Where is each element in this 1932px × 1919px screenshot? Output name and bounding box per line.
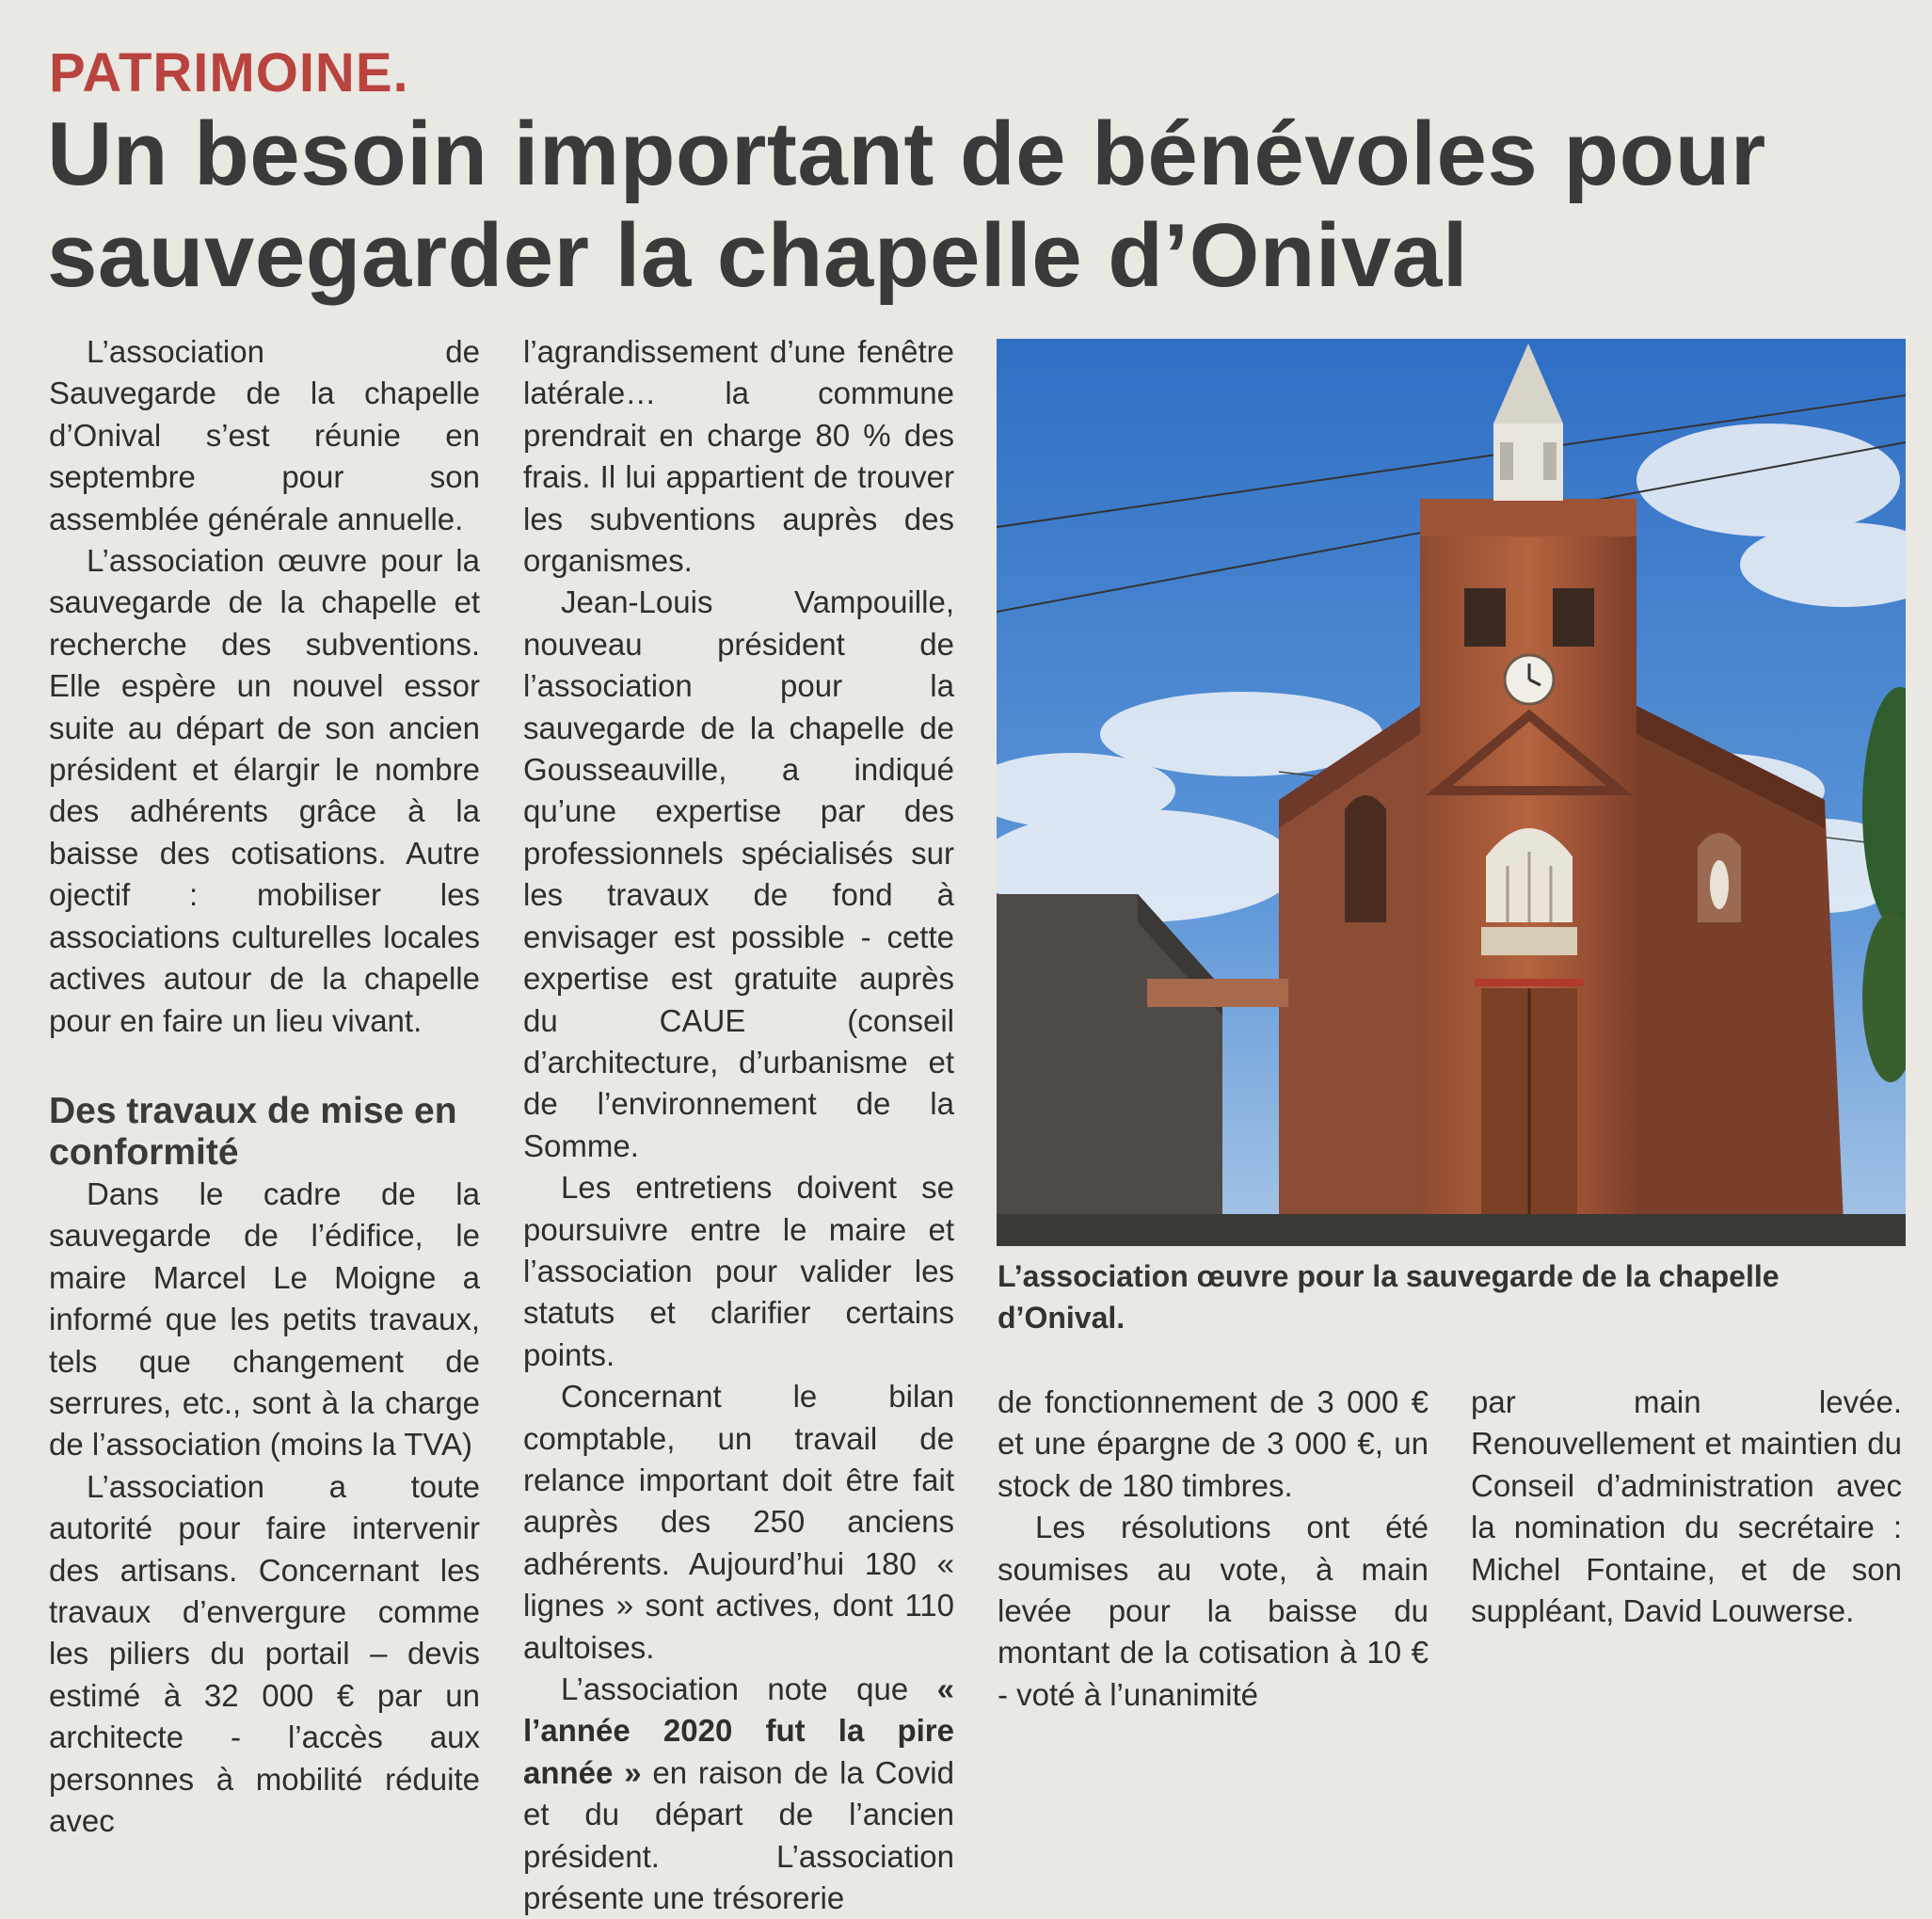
paragraph: L’association de Sauvegarde de la chapelle d’Onival s’est réunie en septembre pour son assemblée générale annuelle.: [49, 334, 480, 536]
chapel-illustration: [997, 339, 1906, 1246]
paragraph: Dans le cadre de la sauvegarde de l’édifice, le maire Marcel Le Moigne a informé que les petits travaux, tels que changement de serrures, etc., sont à la charge de l’association (moins la TVA): [49, 1175, 480, 1463]
text-run: L’association note que: [561, 1671, 937, 1706]
article-column-3: [998, 1382, 1429, 1716]
chapel-photo: [997, 339, 1906, 1246]
photo-caption: L’association œuvre pour la sauvegarde de la chapelle d’Onival.: [998, 1259, 1780, 1335]
paragraph: [523, 1669, 954, 1919]
article-column-1: [49, 331, 480, 1842]
paragraph: L’association œuvre pour la sauvegarde de la chapelle et recherche des subventions. Elle espère un nouvel essor suite au départ de son ancien président et élargir le nombre des adhérents grâce à la baisse des cotisations. Autre ojectif : mobiliser les associations culturelles locales actives autour de la chapelle pour en faire un lieu vivant.: [49, 543, 480, 1038]
paragraph: Concernant le bilan comptable, un travail de relance important doit être fait auprès des 250 anciens adhérents. Aujourd’hui 180 « lignes » sont actives, dont 110 aultoises.: [523, 1379, 954, 1665]
paragraph: de fonctionnement de 3 000 € et une épargne de 3 000 €, un stock de 180 timbres.: [998, 1384, 1429, 1503]
article-headline: Un besoin important de bénévoles pour sauvegarder la chapelle d’Onival: [47, 104, 1766, 306]
paragraph: l’agrandissement d’une fenêtre latérale… la commune prendrait en charge 80 % des frais. Il lui appartient de trouver les subventions auprès des organismes.: [523, 334, 954, 579]
section-kicker: PATRIMOINE.: [49, 42, 409, 104]
paragraph: Jean-Louis Vampouille, nouveau président de l’association pour la sauvegarde de la chapelle de Gousseauville, a indiqué qu’une expertise par des professionnels spécialisés sur les travaux de fond à envisager est possible - cette expertise est gratuite auprès du CAUE (conseil d’architecture, d’urbanisme et de l’environnement de la Somme.: [523, 584, 954, 1163]
paragraph: Les résolutions ont été soumises au vote, à main levée pour la baisse du montant de la cotisation à 10 € - voté à l’unanimité: [998, 1510, 1429, 1712]
paragraph: Les entretiens doivent se poursuivre entre le maire et l’association pour valider les statuts et clarifier certains points.: [523, 1170, 954, 1372]
paragraph: par main levée. Renouvellement et maintien du Conseil d’administration avec la nomination du secrétaire : Michel Fontaine, et de son suppléant, David Louwerse.: [1471, 1384, 1902, 1629]
article-column-4: [1471, 1382, 1902, 1632]
paragraph: L’association a toute autorité pour faire intervenir des artisans. Concernant les travaux d’envergure comme les piliers du portail – devis estimé à 32 000 € par un architecte - l’accès aux personnes à mobilité réduite avec: [49, 1468, 480, 1838]
quote-bold: « l’année 2020 fut la pire année »: [523, 1671, 954, 1790]
article-column-2: [523, 331, 954, 1919]
section-subhead: Des travaux de mise en conformité: [49, 1090, 457, 1173]
text-run: en raison de la Covid et du départ de l’ancien président. L’association présente une trésorerie: [523, 1754, 954, 1916]
